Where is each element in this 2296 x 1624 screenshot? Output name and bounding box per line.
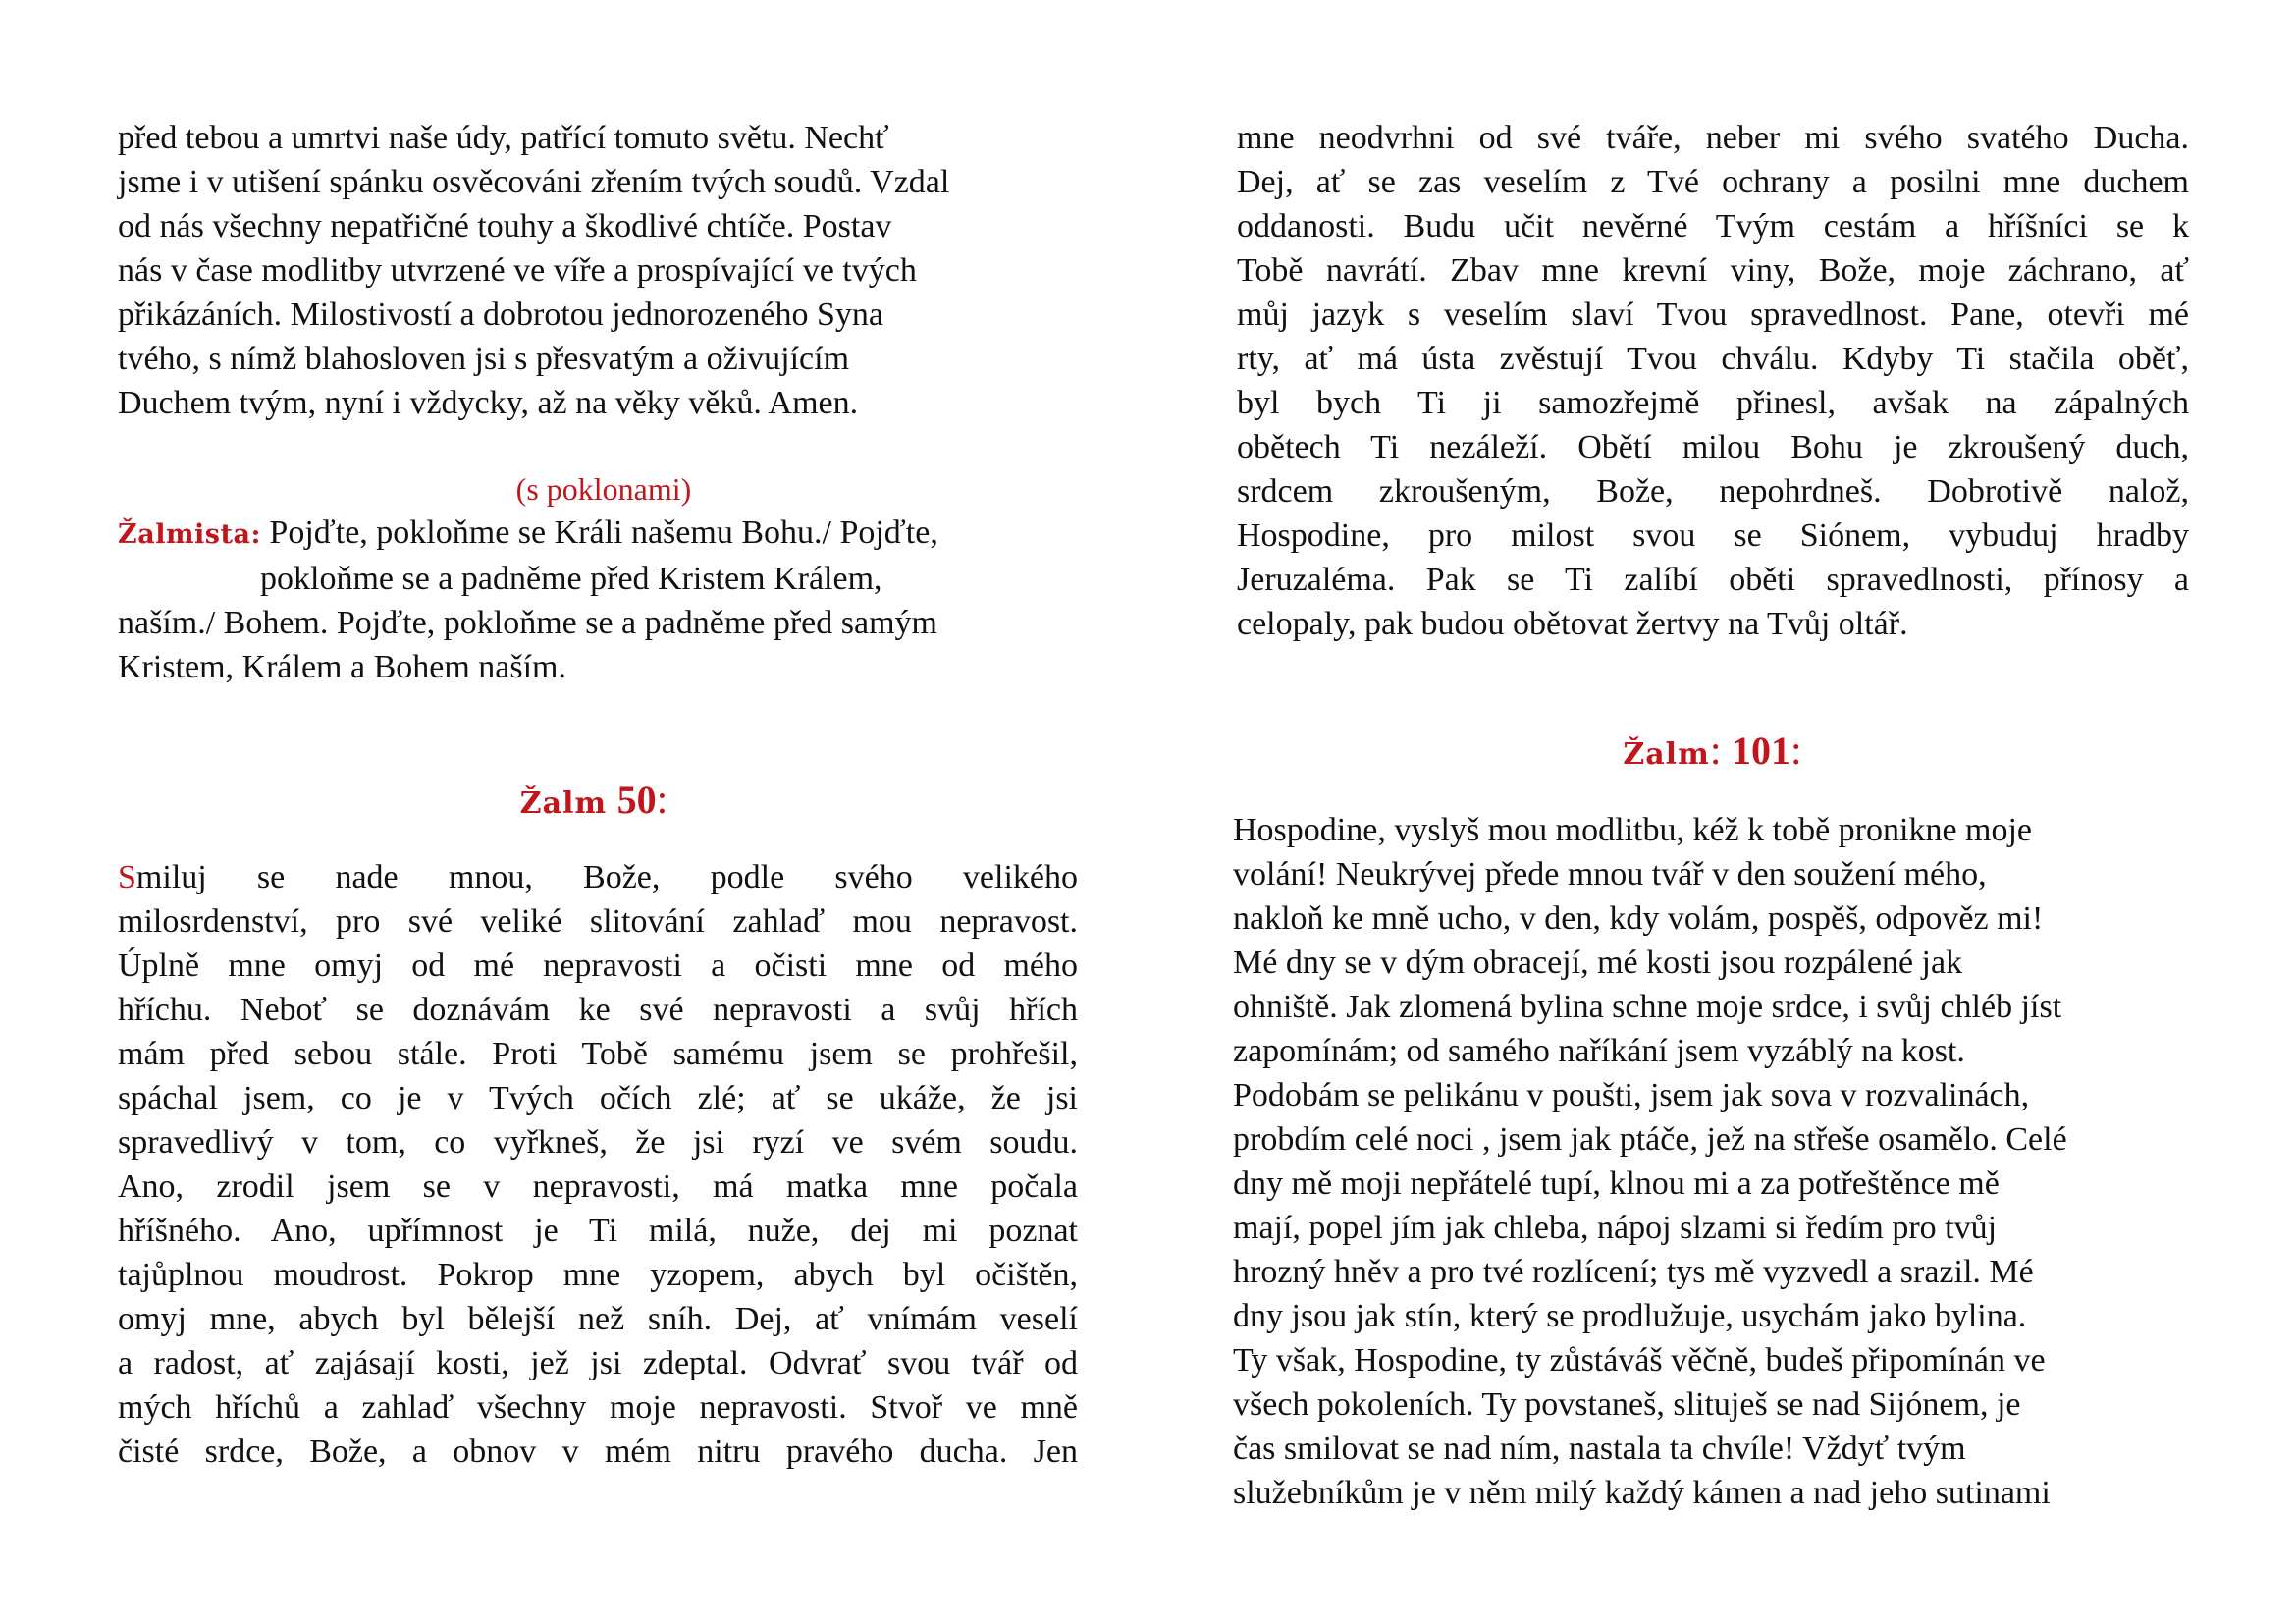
psalmist-line: Pojďte, pokloňme se Králi našemu Bohu./ Pojďte, (269, 514, 938, 551)
psalm-first-line-rest: miluj se nade mnou, Bože, podle svého velikého (135, 859, 1078, 895)
psalm-heading-colon: : (1789, 729, 1802, 774)
psalm-heading-word: Žalm (519, 786, 608, 821)
text-line: jsme i v utišení spánku osvěcováni zřením tvých soudů. Vzdal (118, 164, 950, 200)
text-line: oddanosti. Budu učit nevěrné Tvým cestám a hříšníci se k (1237, 208, 2189, 244)
psalm-50-continuation (1237, 116, 2189, 646)
right-page (1148, 0, 2296, 1624)
psalm-heading-word: Žalm (1623, 737, 1710, 772)
text-line: Úplně mne omyj od mé nepravosti a očisti mne od mého (118, 947, 1078, 984)
text-line: mne neodvrhni od své tváře, neber mi svého svatého Ducha. (1237, 120, 2189, 156)
psalm-50-heading (20, 776, 1168, 829)
text-line: rty, ať má ústa zvěstují Tvou chválu. Kdyby Ti stačila oběť, (1237, 341, 2189, 377)
text-line: hrozný hněv a pro tvé rozlícení; tys mě vyzvedl a srazil. Mé (1233, 1254, 2034, 1290)
psalmist-line: pokloňme se a padněme před Kristem Králem, (260, 561, 882, 597)
text-line: spravedlivý v tom, co vyřkneš, že jsi ryzí ve svém soudu. (118, 1124, 1078, 1161)
text-line: Ano, zrodil jsem se v nepravosti, má matka mne počala (118, 1168, 1078, 1205)
rubric-prostrations: (s poklonami) (515, 471, 692, 507)
text-line: dny jsou jak stín, který se prodlužuje, usychám jako bylina. (1233, 1298, 2027, 1334)
text-line: nás v čase modlitby utvrzené ve víře a prospívající ve tvých (118, 252, 917, 289)
text-line: přikázáních. Milostivostí a dobrotou jednorozeného Syna (118, 297, 883, 333)
text-line: všech pokoleních. Ty povstaneš, slituješ se nad Sijónem, je (1233, 1386, 2021, 1423)
text-line: mají, popel jím jak chleba, nápoj slzami si ředím pro tvůj (1233, 1210, 1998, 1246)
text-line: Hospodine, vyslyš mou modlitbu, kéž k tobě pronikne moje (1233, 812, 2033, 848)
prayer-text (118, 116, 1090, 425)
text-line: Ty však, Hospodine, ty zůstáváš věčně, budeš připomínán ve (1233, 1342, 2046, 1379)
psalm-101-heading (1139, 727, 2286, 780)
psalm-initial: S (118, 859, 136, 895)
psalmist-line: naším./ Bohem. Pojďte, pokloňme se a padněme před samým (118, 605, 937, 641)
text-line: byl bych Ti ji samozřejmě přinesl, avšak na zápalných (1237, 385, 2189, 421)
psalm-heading-number: 50 (616, 778, 657, 822)
text-line: Hospodine, pro milost svou se Siónem, vybuduj hradby (1237, 517, 2189, 554)
text-line: omyj mne, abych byl bělejší než sníh. Dej, ať vnímám veselí (118, 1301, 1078, 1337)
text-line: srdcem zkroušeným, Bože, nepohrdneš. Dobrotivě nalož, (1237, 473, 2189, 510)
psalm-line (118, 855, 1078, 899)
text-line: zapomínám; od samého naříkání jsem vyzáblý na kost. (1233, 1033, 1965, 1069)
text-line: Tobě navrátí. Zbav mne krevní viny, Bože, moje záchrano, ať (1237, 252, 2189, 289)
psalm-heading-colon: : (656, 778, 668, 823)
text-line: ohniště. Jak zlomená bylina schne moje srdce, i svůj chléb jíst (1233, 989, 2062, 1025)
text-line: volání! Neukrývej přede mnou tvář v den soužení mého, (1233, 856, 1987, 893)
text-line: Mé dny se v dým obracejí, mé kosti jsou rozpálené jak (1233, 945, 1963, 981)
psalm-50-text (118, 855, 1078, 1474)
text-line: hříšného. Ano, upřímnost je Ti milá, nuže, dej mi poznat (118, 1213, 1078, 1249)
text-line: celopaly, pak budou obětovat žertvy na Tvůj oltář. (1237, 606, 1908, 642)
text-line: Duchem tvým, nyní i vždycky, až na věky věků. Amen. (118, 385, 859, 421)
text-line: dny mě moji nepřátelé tupí, klnou mi a za potřeštěnce mě (1233, 1165, 2000, 1202)
psalm-101-text (1233, 808, 2215, 1515)
text-line: Jeruzaléma. Pak se Ti zalíbí oběti spravedlnosti, přínosy a (1237, 562, 2189, 598)
text-line: obětech Ti nezáleží. Obětí milou Bohu je zkroušený duch, (1237, 429, 2189, 465)
psalmist-label: Žalmista: (118, 519, 261, 550)
text-line: služebníkům je v něm milý každý kámen a nad jeho sutinami (1233, 1475, 2051, 1511)
psalmist-verse (118, 511, 1090, 689)
text-line: a radost, ať zajásají kosti, jež jsi zdeptal. Odvrať svou tvář od (118, 1345, 1078, 1381)
text-line: můj jazyk s veselím slaví Tvou spravedlnost. Pane, otevři mé (1237, 297, 2189, 333)
text-line: čas smilovat se nad ním, nastala ta chvíle! Vždyť tvým (1233, 1431, 1966, 1467)
psalm-heading-colon: : (1709, 729, 1722, 774)
text-line: tajůplnou moudrost. Pokrop mne yzopem, abych byl očištěn, (118, 1257, 1078, 1293)
text-line: mých hříchů a zahlaď všechny moje nepravosti. Stvoř ve mně (118, 1389, 1078, 1426)
psalmist-first-line (118, 511, 1090, 557)
text-line: Dej, ať se zas veselím z Tvé ochrany a posilni mne duchem (1237, 164, 2189, 200)
text-line: hříchu. Neboť se doznávám ke své nepravosti a svůj hřích (118, 992, 1078, 1028)
text-line: milosrdenství, pro své veliké slitování zahlaď mou nepravost. (118, 903, 1078, 940)
text-line: čisté srdce, Bože, a obnov v mém nitru pravého ducha. Jen (118, 1434, 1078, 1470)
text-line: před tebou a umrtvi naše údy, patřící tomuto světu. Nechť (118, 120, 889, 156)
text-line: spáchal jsem, co je v Tvých očích zlé; ať se ukáže, že jsi (118, 1080, 1078, 1116)
psalm-heading-number: 101 (1731, 729, 1790, 773)
psalmist-line: Kristem, Králem a Bohem naším. (118, 649, 567, 685)
text-line: mám před sebou stále. Proti Tobě samému jsem se prohřešil, (118, 1036, 1078, 1072)
text-line: od nás všechny nepatřičné touhy a škodlivé chtíče. Postav (118, 208, 892, 244)
text-line: probdím celé noci , jsem jak ptáče, jež na střeše osamělo. Celé (1233, 1121, 2067, 1158)
text-line: nakloň ke mně ucho, v den, kdy volám, pospěš, odpověz mi! (1233, 900, 2044, 937)
text-line: Podobám se pelikánu v poušti, jsem jak sova v rozvalinách, (1233, 1077, 2030, 1113)
text-line: tvého, s nímž blahosloven jsi s přesvatým a oživujícím (118, 341, 850, 377)
